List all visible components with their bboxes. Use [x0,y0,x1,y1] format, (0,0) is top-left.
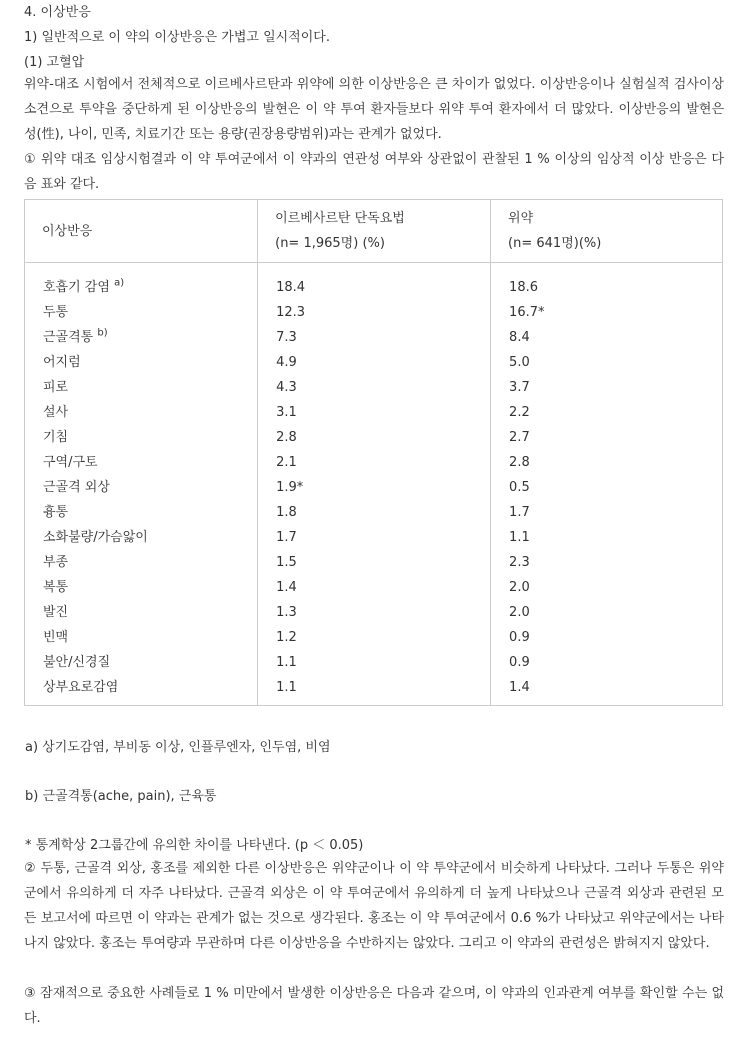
placebo-value: 8.4 [509,330,530,345]
irbesartan-value: 1.1 [276,680,297,695]
paragraph-4: ③ 잠재적으로 중요한 사례들로 1 % 미만에서 발생한 이상반응은 다음과 같으며, 이 약과의 인과관계 여부를 확인할 수는 없다. [24,986,724,1026]
irbesartan-value: 1.2 [276,630,297,645]
reaction-name: 호흡기 감염 $^{a)}$ [43,277,125,295]
placebo-value: 18.6 [509,280,538,295]
reaction-name: 상부요로감염 [43,680,119,695]
reaction-name: 두통 [43,305,69,320]
irbesartan-value: 1.7 [276,530,297,545]
reaction-name: 근골격통 $^{b)}$ [43,327,108,345]
header-placebo: 위약 (n= 641명)(%) [491,200,723,263]
reaction-name: 어지럼 [43,355,81,370]
header-irbesartan: 이르베사르탄 단독요법 (n= 1,965명) (%) [258,200,491,263]
irbesartan-value: 1.5 [276,555,297,570]
reaction-name: 발진 [43,605,69,620]
placebo-value: 2.7 [509,430,530,445]
intro-text: 1) 일반적으로 이 약의 이상반응은 가볍고 일시적이다. [24,30,330,45]
placebo-value: 1.7 [509,505,530,520]
irbesartan-value: 12.3 [276,305,306,320]
footnote-b: b) 근골격통(ache, pain), 근육통 [25,789,217,804]
adverse-reaction-table [24,199,723,706]
footnote-a: a) 상기도감염, 부비동 이상, 인플루엔자, 인두염, 비염 [25,740,331,755]
irbesartan-value: 1.3 [276,605,297,620]
reaction-name: 구역/구토 [43,455,98,470]
column-irbesartan-values [258,263,491,706]
placebo-value: 2.0 [509,605,530,620]
irbesartan-value: 1.9* [276,480,304,495]
irbesartan-value: 2.8 [276,430,297,445]
irbesartan-value: 1.4 [276,580,297,595]
irbesartan-value: 7.3 [276,330,297,345]
reaction-name: 피로 [43,380,69,395]
reaction-name: 기침 [43,430,69,445]
reaction-name: 소화불량/가슴앓이 [43,530,148,545]
table-body-row [25,263,723,706]
placebo-value: 16.7* [509,305,545,320]
header-adverse-reaction: 이상반응 [25,200,258,263]
irbesartan-value: 4.3 [276,380,297,395]
column-reaction-names [25,263,258,706]
placebo-value: 0.5 [509,480,530,495]
placebo-value: 2.8 [509,455,530,470]
reaction-name: 부종 [43,555,69,570]
placebo-value: 2.3 [509,555,530,570]
paragraph-3: ② 두통, 근골격 외상, 홍조를 제외한 다른 이상반응은 위약군이나 이 약 투약군에서 비슷하게 나타났다. 그러나 두통은 위약군에서 유의하게 더 자주 나타났다. 근골격 외상은 이 약 투여군에서 유의하게 더 높게 나타났으나 근골격 외상과 관련된 모든 보고서에 따르면 이 약과는 관계가 없는 것으로 생각된다. 홍조는 이 약 투여군에서 0.6 %가 나타났고 위약군에서는 나타나지 않았다. 홍조는 투여량과 무관하며 다른 이상반응을 수반하지는 않았다. 그리고 이 약과의 관련성은 밝혀지지 않았다. [24,861,724,951]
placebo-value: 0.9 [509,655,530,670]
footnote-marker: a) [114,277,125,289]
footnote-marker: b) [97,327,108,339]
placebo-value: 0.9 [509,630,530,645]
paragraph-2: ① 위약 대조 임상시험결과 이 약 투여군에서 이 약과의 연관성 여부와 상관없이 관찰된 1 % 이상의 임상적 이상 반응은 다음 표와 같다. [24,152,724,192]
section-title: 4. 이상반응 [24,5,91,20]
reaction-name: 근골격 외상 [43,480,110,495]
reaction-name: 설사 [43,405,69,420]
reaction-name: 흉통 [43,505,69,520]
irbesartan-value: 1.1 [276,655,297,670]
irbesartan-value: 18.4 [276,280,306,295]
placebo-value: 5.0 [509,355,530,370]
placebo-value: 2.2 [509,405,530,420]
reaction-name: 빈맥 [43,630,69,645]
table-header-row [25,200,723,263]
irbesartan-value: 2.1 [276,455,297,470]
placebo-value: 2.0 [509,580,530,595]
column-placebo-values [491,263,723,706]
irbesartan-value: 1.8 [276,505,297,520]
irbesartan-value: 3.1 [276,405,297,420]
reaction-name: 불안/신경질 [43,655,111,670]
subheading: (1) 고혈압 [24,55,85,70]
placebo-value: 1.1 [509,530,530,545]
placebo-value: 3.7 [509,380,530,395]
placebo-value: 1.4 [509,680,530,695]
paragraph-1: 위약-대조 시험에서 전체적으로 이르베사르탄과 위약에 의한 이상반응은 큰 차이가 없었다. 이상반응이나 실험실적 검사이상소견으로 투약을 중단하게 된 이상반응의 발현은 이 약 투여 환자들보다 위약 투여 환자에서 더 많았다. 이상반응의 발현은 성(性), 나이, 민족, 치료기간 또는 용량(권장용량범위)과는 관계가 없었다. [24,77,724,142]
irbesartan-value: 4.9 [276,355,297,370]
footnote-significance: * 통계학상 2그룹간에 유의한 차이를 나타낸다. (p ＜ 0.05) [25,838,364,853]
reaction-name: 복통 [43,580,69,595]
